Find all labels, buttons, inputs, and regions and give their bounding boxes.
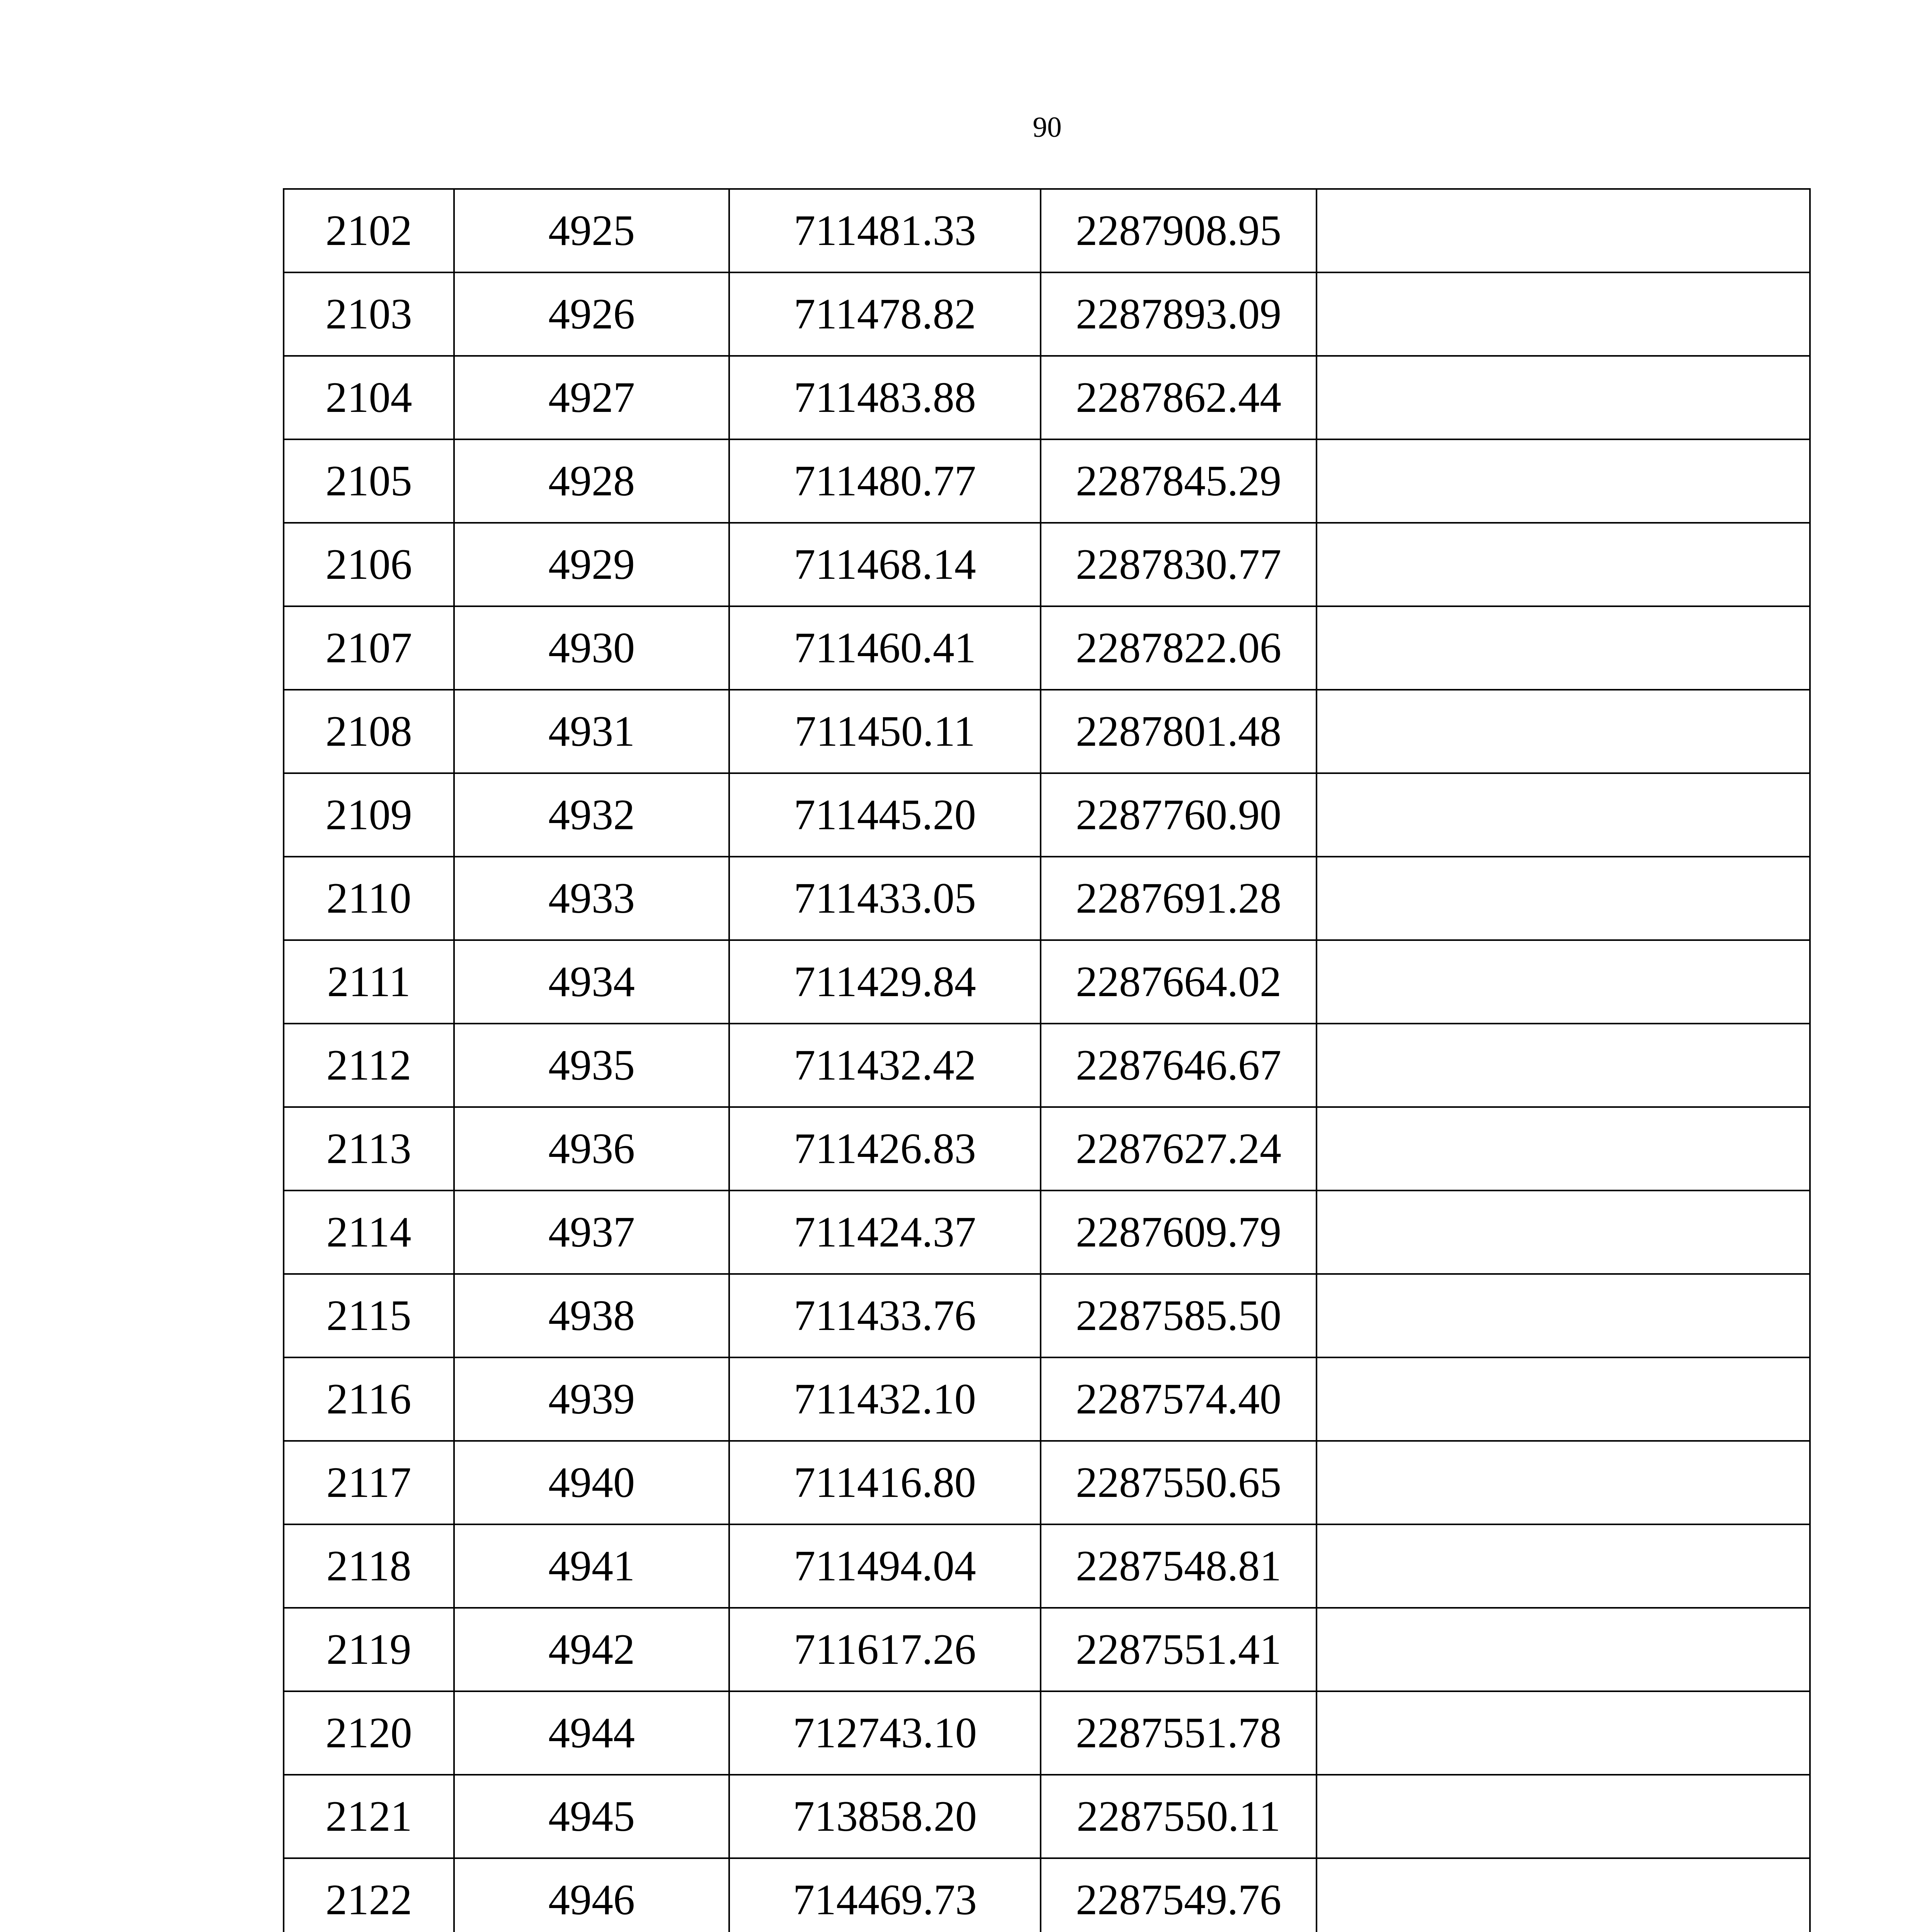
note-cell <box>1317 1524 1810 1608</box>
row-index-cell: 2121 <box>284 1775 454 1858</box>
point-number-cell: 4930 <box>454 606 729 690</box>
row-index-cell: 2107 <box>284 606 454 690</box>
y-coordinate-cell: 2287550.65 <box>1041 1441 1317 1524</box>
note-cell <box>1317 1107 1810 1190</box>
x-coordinate-cell: 711432.10 <box>729 1357 1041 1441</box>
point-number-cell: 4945 <box>454 1775 729 1858</box>
point-number-cell: 4941 <box>454 1524 729 1608</box>
point-number-cell: 4937 <box>454 1190 729 1274</box>
note-cell <box>1317 690 1810 773</box>
point-number-cell: 4931 <box>454 690 729 773</box>
row-index-cell: 2119 <box>284 1608 454 1691</box>
point-number-cell: 4944 <box>454 1691 729 1775</box>
table-row <box>284 1608 1810 1691</box>
point-number-cell: 4925 <box>454 189 729 272</box>
x-coordinate-cell: 711450.11 <box>729 690 1041 773</box>
x-coordinate-cell: 713858.20 <box>729 1775 1041 1858</box>
row-index-cell: 2105 <box>284 439 454 523</box>
x-coordinate-cell: 711416.80 <box>729 1441 1041 1524</box>
x-coordinate-cell: 711494.04 <box>729 1524 1041 1608</box>
y-coordinate-cell: 2287551.41 <box>1041 1608 1317 1691</box>
note-cell <box>1317 356 1810 439</box>
x-coordinate-cell: 711429.84 <box>729 940 1041 1024</box>
table-row <box>284 1691 1810 1775</box>
y-coordinate-cell: 2287646.67 <box>1041 1024 1317 1107</box>
table-row <box>284 189 1810 272</box>
x-coordinate-cell: 711432.42 <box>729 1024 1041 1107</box>
row-index-cell: 2116 <box>284 1357 454 1441</box>
note-cell <box>1317 857 1810 940</box>
note-cell <box>1317 606 1810 690</box>
table-row <box>284 356 1810 439</box>
x-coordinate-cell: 711433.05 <box>729 857 1041 940</box>
x-coordinate-cell: 711445.20 <box>729 773 1041 857</box>
y-coordinate-cell: 2287585.50 <box>1041 1274 1317 1357</box>
note-cell <box>1317 1274 1810 1357</box>
point-number-cell: 4946 <box>454 1858 729 1932</box>
note-cell <box>1317 1608 1810 1691</box>
y-coordinate-cell: 2287822.06 <box>1041 606 1317 690</box>
x-coordinate-cell: 711426.83 <box>729 1107 1041 1190</box>
table-row <box>284 523 1810 606</box>
row-index-cell: 2110 <box>284 857 454 940</box>
x-coordinate-cell: 711483.88 <box>729 356 1041 439</box>
y-coordinate-cell: 2287551.78 <box>1041 1691 1317 1775</box>
x-coordinate-cell: 711424.37 <box>729 1190 1041 1274</box>
table-row <box>284 439 1810 523</box>
x-coordinate-cell: 711433.76 <box>729 1274 1041 1357</box>
table-row <box>284 1775 1810 1858</box>
point-number-cell: 4938 <box>454 1274 729 1357</box>
note-cell <box>1317 1858 1810 1932</box>
table-row <box>284 857 1810 940</box>
coordinates-table <box>283 188 1811 1932</box>
x-coordinate-cell: 711460.41 <box>729 606 1041 690</box>
point-number-cell: 4935 <box>454 1024 729 1107</box>
row-index-cell: 2111 <box>284 940 454 1024</box>
y-coordinate-cell: 2287549.76 <box>1041 1858 1317 1932</box>
row-index-cell: 2108 <box>284 690 454 773</box>
table-row <box>284 1190 1810 1274</box>
table-row <box>284 606 1810 690</box>
y-coordinate-cell: 2287627.24 <box>1041 1107 1317 1190</box>
table-row <box>284 1107 1810 1190</box>
note-cell <box>1317 189 1810 272</box>
row-index-cell: 2118 <box>284 1524 454 1608</box>
note-cell <box>1317 523 1810 606</box>
table-row <box>284 1024 1810 1107</box>
table-row <box>284 1274 1810 1357</box>
note-cell <box>1317 1775 1810 1858</box>
note-cell <box>1317 940 1810 1024</box>
row-index-cell: 2112 <box>284 1024 454 1107</box>
y-coordinate-cell: 2287574.40 <box>1041 1357 1317 1441</box>
y-coordinate-cell: 2287691.28 <box>1041 857 1317 940</box>
row-index-cell: 2120 <box>284 1691 454 1775</box>
x-coordinate-cell: 711468.14 <box>729 523 1041 606</box>
table-row <box>284 1524 1810 1608</box>
note-cell <box>1317 272 1810 356</box>
point-number-cell: 4929 <box>454 523 729 606</box>
row-index-cell: 2109 <box>284 773 454 857</box>
x-coordinate-cell: 711480.77 <box>729 439 1041 523</box>
point-number-cell: 4942 <box>454 1608 729 1691</box>
x-coordinate-cell: 714469.73 <box>729 1858 1041 1932</box>
x-coordinate-cell: 711617.26 <box>729 1608 1041 1691</box>
y-coordinate-cell: 2287801.48 <box>1041 690 1317 773</box>
point-number-cell: 4926 <box>454 272 729 356</box>
coordinates-table-body <box>284 189 1810 1932</box>
row-index-cell: 2102 <box>284 189 454 272</box>
y-coordinate-cell: 2287664.02 <box>1041 940 1317 1024</box>
note-cell <box>1317 1190 1810 1274</box>
point-number-cell: 4933 <box>454 857 729 940</box>
point-number-cell: 4939 <box>454 1357 729 1441</box>
point-number-cell: 4934 <box>454 940 729 1024</box>
note-cell <box>1317 1691 1810 1775</box>
x-coordinate-cell: 712743.10 <box>729 1691 1041 1775</box>
y-coordinate-cell: 2287893.09 <box>1041 272 1317 356</box>
note-cell <box>1317 1024 1810 1107</box>
row-index-cell: 2122 <box>284 1858 454 1932</box>
row-index-cell: 2103 <box>284 272 454 356</box>
point-number-cell: 4928 <box>454 439 729 523</box>
page-number: 90 <box>1032 111 1062 143</box>
note-cell <box>1317 439 1810 523</box>
table-row <box>284 1441 1810 1524</box>
table-row <box>284 690 1810 773</box>
table-row <box>284 272 1810 356</box>
row-index-cell: 2106 <box>284 523 454 606</box>
y-coordinate-cell: 2287548.81 <box>1041 1524 1317 1608</box>
table-row <box>284 773 1810 857</box>
point-number-cell: 4940 <box>454 1441 729 1524</box>
row-index-cell: 2117 <box>284 1441 454 1524</box>
row-index-cell: 2115 <box>284 1274 454 1357</box>
point-number-cell: 4927 <box>454 356 729 439</box>
y-coordinate-cell: 2287862.44 <box>1041 356 1317 439</box>
table-row <box>284 1858 1810 1932</box>
table-row <box>284 1357 1810 1441</box>
table-row <box>284 940 1810 1024</box>
x-coordinate-cell: 711478.82 <box>729 272 1041 356</box>
note-cell <box>1317 773 1810 857</box>
point-number-cell: 4932 <box>454 773 729 857</box>
y-coordinate-cell: 2287830.77 <box>1041 523 1317 606</box>
row-index-cell: 2113 <box>284 1107 454 1190</box>
point-number-cell: 4936 <box>454 1107 729 1190</box>
y-coordinate-cell: 2287908.95 <box>1041 189 1317 272</box>
y-coordinate-cell: 2287845.29 <box>1041 439 1317 523</box>
y-coordinate-cell: 2287609.79 <box>1041 1190 1317 1274</box>
note-cell <box>1317 1441 1810 1524</box>
note-cell <box>1317 1357 1810 1441</box>
row-index-cell: 2114 <box>284 1190 454 1274</box>
x-coordinate-cell: 711481.33 <box>729 189 1041 272</box>
row-index-cell: 2104 <box>284 356 454 439</box>
y-coordinate-cell: 2287760.90 <box>1041 773 1317 857</box>
y-coordinate-cell: 2287550.11 <box>1041 1775 1317 1858</box>
